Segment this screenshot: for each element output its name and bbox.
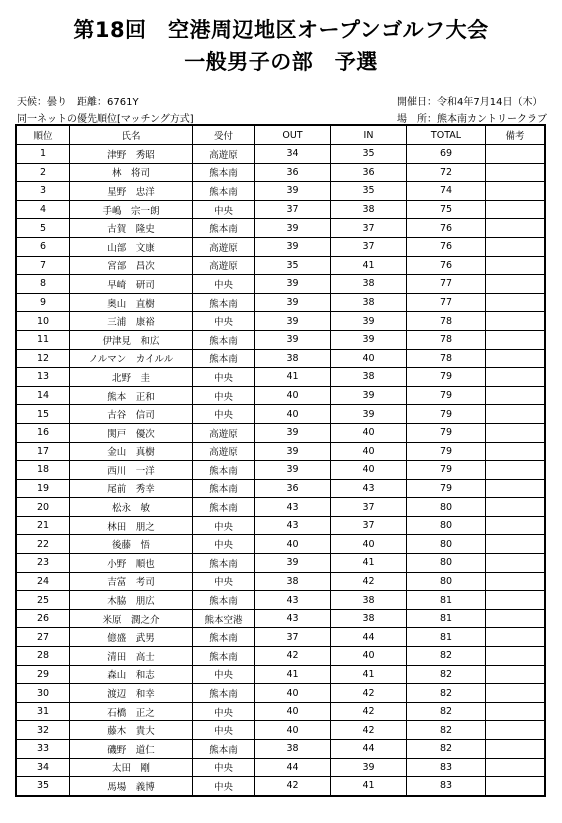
remarks-cell bbox=[486, 312, 545, 331]
name-cell: 北野 圭 bbox=[70, 368, 193, 387]
table-row bbox=[17, 461, 545, 480]
table-row bbox=[17, 554, 545, 573]
out-cell: 36 bbox=[255, 163, 331, 182]
club-cell: 中央 bbox=[193, 200, 255, 219]
rank-cell: 19 bbox=[17, 479, 70, 498]
out-cell: 40 bbox=[255, 684, 331, 703]
table-row bbox=[17, 275, 545, 294]
rank-cell: 2 bbox=[17, 163, 70, 182]
table-row bbox=[17, 386, 545, 405]
club-cell: 中央 bbox=[193, 275, 255, 294]
name-cell: 木脇 朋広 bbox=[70, 591, 193, 610]
name-cell: 清田 高士 bbox=[70, 647, 193, 666]
total-cell: 80 bbox=[407, 498, 486, 517]
remarks-cell bbox=[486, 479, 545, 498]
rank-cell: 32 bbox=[17, 721, 70, 740]
table-row bbox=[17, 182, 545, 201]
total-cell: 72 bbox=[407, 163, 486, 182]
header-rank: 順位 bbox=[17, 126, 70, 145]
club-cell: 熊本南 bbox=[193, 330, 255, 349]
weather-distance: 天候：曇り 距離：6761Y bbox=[17, 97, 139, 108]
name-cell: 松永 敏 bbox=[70, 498, 193, 517]
club-cell: 熊本南 bbox=[193, 479, 255, 498]
name-cell: 石橋 正之 bbox=[70, 702, 193, 721]
out-cell: 37 bbox=[255, 200, 331, 219]
name-cell: 早崎 研司 bbox=[70, 275, 193, 294]
results-body bbox=[17, 145, 545, 796]
in-cell: 39 bbox=[331, 386, 407, 405]
rank-cell: 13 bbox=[17, 368, 70, 387]
in-cell: 40 bbox=[331, 535, 407, 554]
rank-cell: 11 bbox=[17, 330, 70, 349]
total-cell: 82 bbox=[407, 740, 486, 759]
in-cell: 43 bbox=[331, 479, 407, 498]
table-row bbox=[17, 405, 545, 424]
tiebreak-note: 同一ネットの優先順位[マッチング方式] bbox=[17, 114, 194, 125]
club-cell: 中央 bbox=[193, 405, 255, 424]
total-cell: 79 bbox=[407, 461, 486, 480]
table-row bbox=[17, 312, 545, 331]
total-cell: 78 bbox=[407, 312, 486, 331]
in-cell: 35 bbox=[331, 182, 407, 201]
remarks-cell bbox=[486, 293, 545, 312]
table-row bbox=[17, 237, 545, 256]
table-row bbox=[17, 516, 545, 535]
total-cell: 82 bbox=[407, 684, 486, 703]
in-cell: 41 bbox=[331, 256, 407, 275]
club-cell: 中央 bbox=[193, 702, 255, 721]
name-cell: 森山 和志 bbox=[70, 665, 193, 684]
table-row bbox=[17, 684, 545, 703]
out-cell: 44 bbox=[255, 758, 331, 777]
rank-cell: 34 bbox=[17, 758, 70, 777]
in-cell: 39 bbox=[331, 312, 407, 331]
club-cell: 中央 bbox=[193, 386, 255, 405]
out-cell: 39 bbox=[255, 275, 331, 294]
out-cell: 40 bbox=[255, 405, 331, 424]
remarks-cell bbox=[486, 591, 545, 610]
in-cell: 35 bbox=[331, 145, 407, 164]
rank-cell: 21 bbox=[17, 516, 70, 535]
remarks-cell bbox=[486, 535, 545, 554]
name-cell: 尾前 秀幸 bbox=[70, 479, 193, 498]
out-cell: 40 bbox=[255, 386, 331, 405]
remarks-cell bbox=[486, 330, 545, 349]
club-cell: 熊本南 bbox=[193, 591, 255, 610]
name-cell: 手嶋 宗一朗 bbox=[70, 200, 193, 219]
out-cell: 40 bbox=[255, 702, 331, 721]
header-club: 受付 bbox=[193, 126, 255, 145]
in-cell: 42 bbox=[331, 684, 407, 703]
remarks-cell bbox=[486, 145, 545, 164]
total-cell: 74 bbox=[407, 182, 486, 201]
remarks-cell bbox=[486, 758, 545, 777]
header-name: 氏名 bbox=[70, 126, 193, 145]
total-cell: 76 bbox=[407, 219, 486, 238]
total-cell: 77 bbox=[407, 275, 486, 294]
total-cell: 79 bbox=[407, 423, 486, 442]
club-cell: 中央 bbox=[193, 721, 255, 740]
table-row bbox=[17, 702, 545, 721]
out-cell: 38 bbox=[255, 349, 331, 368]
remarks-cell bbox=[486, 275, 545, 294]
club-cell: 熊本空港 bbox=[193, 609, 255, 628]
table-row bbox=[17, 721, 545, 740]
club-cell: 中央 bbox=[193, 535, 255, 554]
name-cell: 渡辺 和幸 bbox=[70, 684, 193, 703]
club-cell: 熊本南 bbox=[193, 647, 255, 666]
out-cell: 43 bbox=[255, 591, 331, 610]
table-row bbox=[17, 145, 545, 164]
name-cell: 熊本 正和 bbox=[70, 386, 193, 405]
club-cell: 高遊原 bbox=[193, 423, 255, 442]
rank-cell: 9 bbox=[17, 293, 70, 312]
name-cell: ノルマン カイルル bbox=[70, 349, 193, 368]
out-cell: 43 bbox=[255, 498, 331, 517]
table-row bbox=[17, 423, 545, 442]
in-cell: 40 bbox=[331, 461, 407, 480]
name-cell: 伊津見 和広 bbox=[70, 330, 193, 349]
club-cell: 熊本南 bbox=[193, 684, 255, 703]
rank-cell: 14 bbox=[17, 386, 70, 405]
table-row bbox=[17, 163, 545, 182]
rank-cell: 28 bbox=[17, 647, 70, 666]
out-cell: 35 bbox=[255, 256, 331, 275]
rank-cell: 31 bbox=[17, 702, 70, 721]
total-cell: 82 bbox=[407, 702, 486, 721]
rank-cell: 30 bbox=[17, 684, 70, 703]
in-cell: 41 bbox=[331, 665, 407, 684]
name-cell: 億盛 武男 bbox=[70, 628, 193, 647]
remarks-cell bbox=[486, 461, 545, 480]
name-cell: 山部 文康 bbox=[70, 237, 193, 256]
total-cell: 79 bbox=[407, 442, 486, 461]
club-cell: 熊本南 bbox=[193, 628, 255, 647]
remarks-cell bbox=[486, 628, 545, 647]
in-cell: 40 bbox=[331, 442, 407, 461]
rank-cell: 7 bbox=[17, 256, 70, 275]
club-cell: 熊本南 bbox=[193, 219, 255, 238]
club-cell: 中央 bbox=[193, 758, 255, 777]
remarks-cell bbox=[486, 609, 545, 628]
remarks-cell bbox=[486, 182, 545, 201]
club-cell: 高遊原 bbox=[193, 442, 255, 461]
out-cell: 36 bbox=[255, 479, 331, 498]
remarks-cell bbox=[486, 386, 545, 405]
total-cell: 78 bbox=[407, 349, 486, 368]
club-cell: 高遊原 bbox=[193, 145, 255, 164]
club-cell: 熊本南 bbox=[193, 163, 255, 182]
header-remarks: 備考 bbox=[486, 126, 545, 145]
rank-cell: 29 bbox=[17, 665, 70, 684]
remarks-cell bbox=[486, 777, 545, 796]
rank-cell: 6 bbox=[17, 237, 70, 256]
name-cell: 吉富 考司 bbox=[70, 572, 193, 591]
remarks-cell bbox=[486, 423, 545, 442]
out-cell: 39 bbox=[255, 461, 331, 480]
in-cell: 37 bbox=[331, 219, 407, 238]
remarks-cell bbox=[486, 200, 545, 219]
total-cell: 77 bbox=[407, 293, 486, 312]
total-cell: 81 bbox=[407, 628, 486, 647]
total-cell: 79 bbox=[407, 479, 486, 498]
table-row bbox=[17, 442, 545, 461]
rank-cell: 35 bbox=[17, 777, 70, 796]
out-cell: 39 bbox=[255, 182, 331, 201]
table-row bbox=[17, 219, 545, 238]
out-cell: 34 bbox=[255, 145, 331, 164]
club-cell: 熊本南 bbox=[193, 740, 255, 759]
rank-cell: 20 bbox=[17, 498, 70, 517]
total-cell: 76 bbox=[407, 237, 486, 256]
event-venue: 場 所：熊本南カントリークラブ bbox=[397, 114, 547, 125]
table-row bbox=[17, 572, 545, 591]
club-cell: 中央 bbox=[193, 572, 255, 591]
name-cell: 馬場 義博 bbox=[70, 777, 193, 796]
rank-cell: 1 bbox=[17, 145, 70, 164]
total-cell: 82 bbox=[407, 665, 486, 684]
total-cell: 79 bbox=[407, 386, 486, 405]
out-cell: 39 bbox=[255, 293, 331, 312]
total-cell: 80 bbox=[407, 535, 486, 554]
remarks-cell bbox=[486, 368, 545, 387]
remarks-cell bbox=[486, 163, 545, 182]
name-cell: 磯野 道仁 bbox=[70, 740, 193, 759]
club-cell: 高遊原 bbox=[193, 237, 255, 256]
total-cell: 82 bbox=[407, 647, 486, 666]
out-cell: 38 bbox=[255, 740, 331, 759]
club-cell: 中央 bbox=[193, 312, 255, 331]
in-cell: 44 bbox=[331, 740, 407, 759]
out-cell: 39 bbox=[255, 442, 331, 461]
in-cell: 38 bbox=[331, 368, 407, 387]
in-cell: 39 bbox=[331, 758, 407, 777]
rank-cell: 26 bbox=[17, 609, 70, 628]
remarks-cell bbox=[486, 237, 545, 256]
club-cell: 中央 bbox=[193, 368, 255, 387]
name-cell: 林 将司 bbox=[70, 163, 193, 182]
name-cell: 西川 一洋 bbox=[70, 461, 193, 480]
remarks-cell bbox=[486, 498, 545, 517]
in-cell: 37 bbox=[331, 516, 407, 535]
out-cell: 39 bbox=[255, 423, 331, 442]
total-cell: 78 bbox=[407, 330, 486, 349]
club-cell: 熊本南 bbox=[193, 349, 255, 368]
total-cell: 79 bbox=[407, 405, 486, 424]
total-cell: 81 bbox=[407, 591, 486, 610]
club-cell: 高遊原 bbox=[193, 256, 255, 275]
rank-cell: 27 bbox=[17, 628, 70, 647]
total-cell: 75 bbox=[407, 200, 486, 219]
page-subtitle: 一般男子の部 予選 bbox=[184, 50, 378, 74]
name-cell: 三浦 康裕 bbox=[70, 312, 193, 331]
name-cell: 藤木 貴大 bbox=[70, 721, 193, 740]
table-row bbox=[17, 479, 545, 498]
table-row bbox=[17, 647, 545, 666]
name-cell: 後藤 悟 bbox=[70, 535, 193, 554]
remarks-cell bbox=[486, 665, 545, 684]
out-cell: 41 bbox=[255, 368, 331, 387]
out-cell: 39 bbox=[255, 330, 331, 349]
table-row bbox=[17, 498, 545, 517]
table-row bbox=[17, 256, 545, 275]
rank-cell: 3 bbox=[17, 182, 70, 201]
page-title: 第18回 空港周辺地区オープンゴルフ大会 bbox=[73, 18, 489, 42]
in-cell: 38 bbox=[331, 609, 407, 628]
remarks-cell bbox=[486, 349, 545, 368]
in-cell: 40 bbox=[331, 349, 407, 368]
rank-cell: 4 bbox=[17, 200, 70, 219]
in-cell: 38 bbox=[331, 200, 407, 219]
in-cell: 44 bbox=[331, 628, 407, 647]
remarks-cell bbox=[486, 572, 545, 591]
table-row bbox=[17, 740, 545, 759]
in-cell: 37 bbox=[331, 237, 407, 256]
out-cell: 41 bbox=[255, 665, 331, 684]
remarks-cell bbox=[486, 702, 545, 721]
table-row bbox=[17, 293, 545, 312]
in-cell: 42 bbox=[331, 721, 407, 740]
rank-cell: 22 bbox=[17, 535, 70, 554]
out-cell: 42 bbox=[255, 647, 331, 666]
total-cell: 83 bbox=[407, 777, 486, 796]
rank-cell: 15 bbox=[17, 405, 70, 424]
total-cell: 83 bbox=[407, 758, 486, 777]
rank-cell: 12 bbox=[17, 349, 70, 368]
total-cell: 82 bbox=[407, 721, 486, 740]
out-cell: 43 bbox=[255, 609, 331, 628]
name-cell: 関戸 優次 bbox=[70, 423, 193, 442]
rank-cell: 5 bbox=[17, 219, 70, 238]
out-cell: 39 bbox=[255, 219, 331, 238]
club-cell: 中央 bbox=[193, 665, 255, 684]
out-cell: 40 bbox=[255, 721, 331, 740]
in-cell: 36 bbox=[331, 163, 407, 182]
remarks-cell bbox=[486, 516, 545, 535]
total-cell: 76 bbox=[407, 256, 486, 275]
table-row bbox=[17, 330, 545, 349]
out-cell: 37 bbox=[255, 628, 331, 647]
table-row bbox=[17, 628, 545, 647]
rank-cell: 18 bbox=[17, 461, 70, 480]
remarks-cell bbox=[486, 256, 545, 275]
table-row bbox=[17, 535, 545, 554]
header-out: OUT bbox=[255, 126, 331, 145]
remarks-cell bbox=[486, 740, 545, 759]
remarks-cell bbox=[486, 684, 545, 703]
in-cell: 39 bbox=[331, 405, 407, 424]
rank-cell: 16 bbox=[17, 423, 70, 442]
total-cell: 80 bbox=[407, 554, 486, 573]
in-cell: 40 bbox=[331, 423, 407, 442]
name-cell: 林田 朋之 bbox=[70, 516, 193, 535]
total-cell: 79 bbox=[407, 368, 486, 387]
in-cell: 42 bbox=[331, 702, 407, 721]
table-row bbox=[17, 349, 545, 368]
out-cell: 38 bbox=[255, 572, 331, 591]
remarks-cell bbox=[486, 219, 545, 238]
remarks-cell bbox=[486, 721, 545, 740]
header-total: TOTAL bbox=[407, 126, 486, 145]
in-cell: 39 bbox=[331, 330, 407, 349]
out-cell: 39 bbox=[255, 237, 331, 256]
rank-cell: 24 bbox=[17, 572, 70, 591]
in-cell: 41 bbox=[331, 777, 407, 796]
out-cell: 42 bbox=[255, 777, 331, 796]
out-cell: 40 bbox=[255, 535, 331, 554]
table-row bbox=[17, 758, 545, 777]
table-row bbox=[17, 777, 545, 796]
rank-cell: 10 bbox=[17, 312, 70, 331]
total-cell: 69 bbox=[407, 145, 486, 164]
remarks-cell bbox=[486, 442, 545, 461]
club-cell: 中央 bbox=[193, 777, 255, 796]
name-cell: 星野 忠洋 bbox=[70, 182, 193, 201]
remarks-cell bbox=[486, 405, 545, 424]
event-date: 開催日：令和4年7月14日（木） bbox=[397, 97, 543, 108]
rank-cell: 25 bbox=[17, 591, 70, 610]
total-cell: 81 bbox=[407, 609, 486, 628]
rank-cell: 8 bbox=[17, 275, 70, 294]
name-cell: 古賀 隆史 bbox=[70, 219, 193, 238]
in-cell: 38 bbox=[331, 591, 407, 610]
club-cell: 熊本南 bbox=[193, 554, 255, 573]
in-cell: 42 bbox=[331, 572, 407, 591]
results-table bbox=[16, 125, 545, 796]
name-cell: 奥山 直樹 bbox=[70, 293, 193, 312]
in-cell: 37 bbox=[331, 498, 407, 517]
name-cell: 金山 真樹 bbox=[70, 442, 193, 461]
table-row bbox=[17, 200, 545, 219]
total-cell: 80 bbox=[407, 572, 486, 591]
table-row bbox=[17, 609, 545, 628]
club-cell: 熊本南 bbox=[193, 461, 255, 480]
table-header-row bbox=[17, 126, 545, 145]
in-cell: 38 bbox=[331, 293, 407, 312]
out-cell: 43 bbox=[255, 516, 331, 535]
out-cell: 39 bbox=[255, 554, 331, 573]
name-cell: 津野 秀昭 bbox=[70, 145, 193, 164]
club-cell: 熊本南 bbox=[193, 498, 255, 517]
table-row bbox=[17, 591, 545, 610]
name-cell: 小野 順也 bbox=[70, 554, 193, 573]
club-cell: 中央 bbox=[193, 516, 255, 535]
rank-cell: 17 bbox=[17, 442, 70, 461]
name-cell: 太田 剛 bbox=[70, 758, 193, 777]
total-cell: 80 bbox=[407, 516, 486, 535]
remarks-cell bbox=[486, 647, 545, 666]
table-row bbox=[17, 665, 545, 684]
out-cell: 39 bbox=[255, 312, 331, 331]
name-cell: 米原 潤之介 bbox=[70, 609, 193, 628]
name-cell: 古谷 信司 bbox=[70, 405, 193, 424]
in-cell: 38 bbox=[331, 275, 407, 294]
header-in: IN bbox=[331, 126, 407, 145]
remarks-cell bbox=[486, 554, 545, 573]
name-cell: 宮部 昌次 bbox=[70, 256, 193, 275]
rank-cell: 23 bbox=[17, 554, 70, 573]
club-cell: 熊本南 bbox=[193, 293, 255, 312]
rank-cell: 33 bbox=[17, 740, 70, 759]
table-row bbox=[17, 368, 545, 387]
in-cell: 40 bbox=[331, 647, 407, 666]
in-cell: 41 bbox=[331, 554, 407, 573]
club-cell: 熊本南 bbox=[193, 182, 255, 201]
